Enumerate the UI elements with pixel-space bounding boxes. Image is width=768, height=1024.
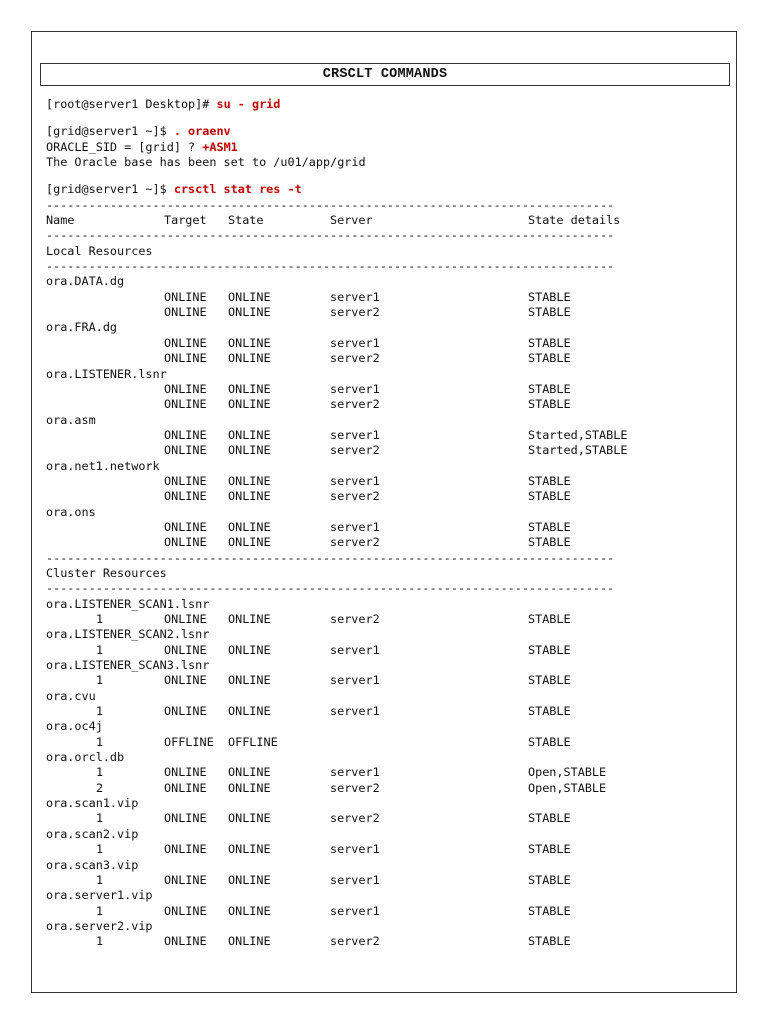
cell-server: server2 (330, 351, 380, 366)
table-row (46, 765, 726, 780)
cell-state: ONLINE (228, 519, 271, 534)
cell-target: ONLINE (164, 443, 207, 458)
cell-target: ONLINE (164, 489, 207, 504)
cell-server: server1 (330, 673, 380, 688)
prompt: ORACLE_SID = [grid] ? (46, 139, 203, 154)
section-label: Cluster Resources (46, 565, 167, 580)
cell-state: ONLINE (228, 443, 271, 458)
cell-details: Open,STABLE (528, 780, 607, 795)
cell-target: ONLINE (164, 397, 207, 412)
prompt: [grid@server1 ~]$ (46, 124, 174, 139)
instance-number: 2 (96, 780, 104, 795)
cell-target: ONLINE (164, 289, 207, 304)
table-row (46, 934, 726, 949)
cell-server: server1 (330, 872, 380, 887)
resource-name: ora.scan1.vip (46, 796, 139, 811)
resource-name: ora.oc4j (46, 719, 103, 734)
cell-details: STABLE (528, 642, 571, 657)
header-details: State details (528, 213, 621, 228)
table-row (46, 474, 726, 489)
resource-name: ora.cvu (46, 688, 96, 703)
cell-state: ONLINE (228, 381, 271, 396)
resource-name: ora.net1.network (46, 458, 160, 473)
cell-state: ONLINE (228, 397, 271, 412)
cell-server: server2 (330, 443, 380, 458)
cell-server: server1 (330, 519, 380, 534)
cell-server: server1 (330, 289, 380, 304)
resource-name: ora.ons (46, 504, 96, 519)
cell-server: server2 (330, 780, 380, 795)
table-header (46, 213, 726, 228)
table-row (46, 612, 726, 627)
instance-number: 1 (96, 642, 104, 657)
cell-details: STABLE (528, 934, 571, 949)
cell-state: ONLINE (228, 765, 271, 780)
cell-details: Open,STABLE (528, 765, 607, 780)
table-row (46, 397, 726, 412)
table-row (46, 290, 726, 305)
cell-state: ONLINE (228, 903, 271, 918)
cell-details: STABLE (528, 335, 571, 350)
cell-server: server1 (330, 473, 380, 488)
cell-state: ONLINE (228, 673, 271, 688)
cell-server: server2 (330, 934, 380, 949)
cell-state: ONLINE (228, 934, 271, 949)
instance-number: 1 (96, 903, 104, 918)
command-line (46, 140, 726, 155)
cell-target: ONLINE (164, 519, 207, 534)
cell-server: server1 (330, 704, 380, 719)
cell-state: ONLINE (228, 535, 271, 550)
local-resources-list (46, 274, 726, 550)
cell-target: ONLINE (164, 673, 207, 688)
cell-details: STABLE (528, 381, 571, 396)
cell-details: STABLE (528, 519, 571, 534)
cell-details: Started,STABLE (528, 443, 628, 458)
cell-target: ONLINE (164, 765, 207, 780)
cell-server: server2 (330, 811, 380, 826)
table-row (46, 904, 726, 919)
cell-state: ONLINE (228, 704, 271, 719)
table-row (46, 873, 726, 888)
prompt: [grid@server1 ~]$ (46, 182, 174, 197)
cell-server: server2 (330, 397, 380, 412)
cell-target: ONLINE (164, 427, 207, 442)
separator: -------------------------------------------------------------------------------- (46, 228, 615, 243)
cell-server: server1 (330, 381, 380, 396)
cell-target: ONLINE (164, 872, 207, 887)
cell-target: ONLINE (164, 811, 207, 826)
table-row (46, 520, 726, 535)
command: crsctl stat res -t (173, 182, 302, 197)
cell-state: ONLINE (228, 289, 271, 304)
cell-details: Started,STABLE (528, 427, 628, 442)
table-row (46, 781, 726, 796)
table-row (46, 673, 726, 688)
resource-name: ora.scan2.vip (46, 826, 139, 841)
table-row (46, 643, 726, 658)
cell-details: STABLE (528, 734, 571, 749)
table-row (46, 382, 726, 397)
cell-state: ONLINE (228, 872, 271, 887)
cell-target: ONLINE (164, 535, 207, 550)
cell-state: ONLINE (228, 305, 271, 320)
table-row (46, 336, 726, 351)
document-page (31, 31, 737, 993)
cell-server: server2 (330, 612, 380, 626)
header-name: Name (46, 213, 75, 228)
table-row (46, 489, 726, 504)
resource-name: ora.LISTENER_SCAN3.lsnr (46, 658, 210, 673)
instance-number: 1 (96, 811, 104, 826)
resource-name: ora.server2.vip (46, 918, 153, 933)
cell-details: STABLE (528, 673, 571, 688)
instance-number: 1 (96, 765, 104, 780)
instance-number: 1 (96, 934, 104, 949)
cell-details: STABLE (528, 903, 571, 918)
command-line (46, 97, 726, 112)
command-line (46, 182, 726, 197)
cell-server: server1 (330, 765, 380, 780)
cell-target: ONLINE (164, 704, 207, 719)
cell-state: ONLINE (228, 780, 271, 795)
command-line (46, 124, 726, 139)
cell-details: STABLE (528, 397, 571, 412)
resource-name: ora.scan3.vip (46, 857, 139, 872)
cell-state: ONLINE (228, 811, 271, 826)
terminal-transcript (46, 97, 726, 950)
page-title: CRSCLT COMMANDS (40, 63, 730, 86)
cell-target: ONLINE (164, 642, 207, 657)
cell-state: ONLINE (228, 351, 271, 366)
instance-number: 1 (96, 734, 104, 749)
cell-details: STABLE (528, 704, 571, 719)
cell-target: OFFLINE (164, 734, 214, 749)
table-row (46, 704, 726, 719)
cell-state: ONLINE (228, 642, 271, 657)
cell-details: STABLE (528, 305, 571, 320)
cell-state: ONLINE (228, 473, 271, 488)
separator: -------------------------------------------------------------------------------- (46, 581, 615, 596)
header-server: Server (330, 213, 373, 228)
resource-name: ora.LISTENER_SCAN2.lsnr (46, 627, 210, 642)
cell-details: STABLE (528, 351, 571, 366)
cell-target: ONLINE (164, 612, 207, 626)
cell-server: server2 (330, 489, 380, 504)
cell-target: ONLINE (164, 305, 207, 320)
resource-name: ora.server1.vip (46, 888, 153, 903)
cluster-resources-list (46, 597, 726, 950)
cell-target: ONLINE (164, 381, 207, 396)
table-row (46, 735, 726, 750)
cell-details: STABLE (528, 612, 571, 626)
cell-details: STABLE (528, 535, 571, 550)
instance-number: 1 (96, 704, 104, 719)
cell-server: server1 (330, 842, 380, 857)
instance-number: 1 (96, 673, 104, 688)
cell-details: STABLE (528, 842, 571, 857)
cell-target: ONLINE (164, 473, 207, 488)
header-state: State (228, 213, 264, 228)
cell-target: ONLINE (164, 903, 207, 918)
instance-number: 1 (96, 872, 104, 887)
instance-number: 1 (96, 842, 104, 857)
cell-target: ONLINE (164, 335, 207, 350)
cell-details: STABLE (528, 872, 571, 887)
separator: -------------------------------------------------------------------------------- (46, 259, 615, 274)
cell-state: ONLINE (228, 335, 271, 350)
table-row (46, 842, 726, 857)
cell-target: ONLINE (164, 780, 207, 795)
separator: -------------------------------------------------------------------------------- (46, 550, 615, 565)
cell-server: server1 (330, 903, 380, 918)
table-row (46, 428, 726, 443)
cell-state: OFFLINE (228, 734, 278, 749)
cell-server: server2 (330, 305, 380, 320)
command: . oraenv (173, 124, 231, 139)
separator: -------------------------------------------------------------------------------- (46, 197, 615, 212)
cell-server: server1 (330, 427, 380, 442)
cell-state: ONLINE (228, 612, 271, 626)
cell-state: ONLINE (228, 842, 271, 857)
resource-name: ora.orcl.db (46, 750, 125, 765)
table-row (46, 305, 726, 320)
output-line: The Oracle base has been set to /u01/app/grid (46, 155, 366, 170)
resource-name: ora.FRA.dg (46, 320, 118, 335)
command: +ASM1 (202, 139, 238, 154)
resource-name: ora.LISTENER_SCAN1.lsnr (46, 596, 210, 611)
command: su - grid (216, 97, 281, 111)
section-label: Local Resources (46, 243, 153, 258)
resource-name: ora.LISTENER.lsnr (46, 366, 167, 381)
prompt: [root@server1 Desktop]# (46, 97, 217, 111)
instance-number: 1 (96, 612, 104, 626)
table-row (46, 443, 726, 458)
cell-state: ONLINE (228, 427, 271, 442)
cell-target: ONLINE (164, 351, 207, 366)
cell-details: STABLE (528, 811, 571, 826)
table-row (46, 351, 726, 366)
cell-server: server2 (330, 535, 380, 550)
cell-server: server1 (330, 642, 380, 657)
table-row (46, 811, 726, 826)
cell-state: ONLINE (228, 489, 271, 504)
cell-details: STABLE (528, 289, 571, 304)
cell-target: ONLINE (164, 934, 207, 949)
resource-name: ora.DATA.dg (46, 274, 125, 289)
cell-details: STABLE (528, 489, 571, 504)
cell-target: ONLINE (164, 842, 207, 857)
header-target: Target (164, 213, 207, 228)
resource-name: ora.asm (46, 412, 96, 427)
cell-details: STABLE (528, 473, 571, 488)
table-row (46, 535, 726, 550)
cell-server: server1 (330, 335, 380, 350)
